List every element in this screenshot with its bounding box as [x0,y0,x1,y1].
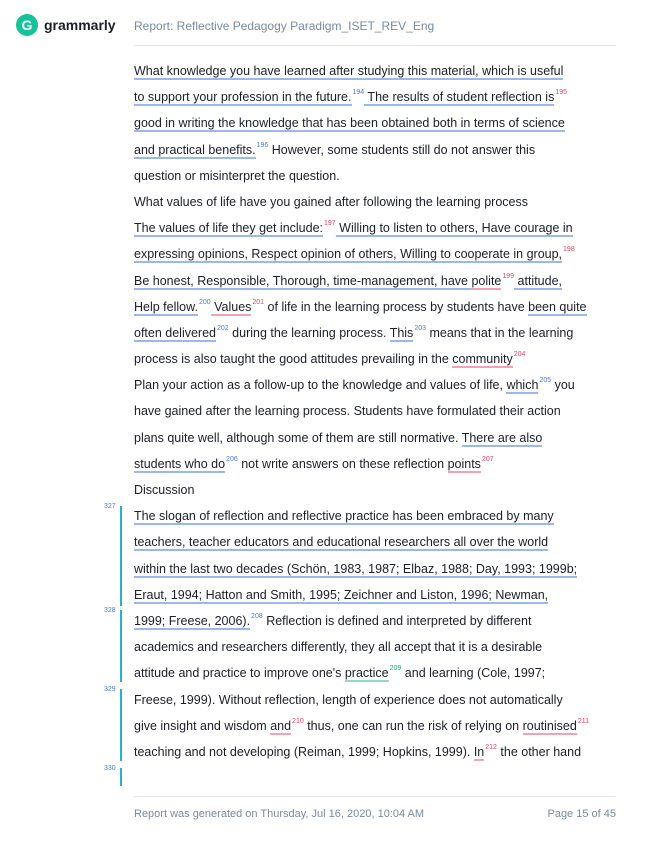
suggestion-marker[interactable]: 211 [577,717,589,725]
brand-name: grammarly [44,17,116,33]
text-line [134,294,604,320]
text-line [134,503,604,529]
flagged-text[interactable]: good in writing the knowledge that has been obtained both in terms of science [134,116,565,131]
paragraph-bar [120,768,122,786]
suggestion-marker[interactable]: 210 [292,717,304,725]
text-line [134,529,604,555]
flagged-text[interactable]: In [473,744,485,759]
suggestion-marker[interactable]: 205 [539,377,552,385]
text-line [134,582,604,608]
flagged-text[interactable]: 1999; Freese, 2006). [134,613,251,628]
flagged-text[interactable]: and practical benefits. [134,142,256,157]
flagged-text[interactable]: The slogan of reflection and reflective practice has been embraced by many [134,509,554,524]
document-body [134,58,604,765]
suggestion-marker[interactable]: 207 [481,455,494,463]
paragraph-number: 328 [104,607,116,614]
flagged-text[interactable]: The values of life they get include: [134,221,324,236]
text-segment: and learning (Cole, 1997; [401,666,546,681]
footer-divider [134,796,616,797]
flagged-text[interactable]: attitude, [514,273,563,288]
suggestion-marker[interactable]: 204 [513,351,526,359]
text-line [134,372,604,398]
report-title: Report: Reflective Pedagogy Paradigm_ISET_REV_Eng [134,19,435,33]
text-line [134,58,604,84]
text-line [134,739,604,765]
suggestion-marker[interactable]: 200 [198,298,211,306]
header-divider [134,45,616,46]
text-segment: What values of life have you gained after following the learning process [134,194,528,209]
paragraph-number: 329 [104,686,116,693]
paragraph-number: 330 [104,765,116,772]
text-line [134,215,604,241]
text-line [134,425,604,451]
suggestion-marker[interactable]: 195 [555,89,568,97]
flagged-text[interactable]: within the last two decades (Schön, 1983, 1987; Elbaz, 1988; Day, 1993; 1999b; [134,561,578,576]
text-segment: Freese, 1999). Without reflection, length of experience does not automatically [134,692,563,707]
flagged-text[interactable]: teachers, teacher educators and educational researchers all over the world [134,535,549,550]
flagged-text[interactable]: practice [344,666,389,681]
flagged-text[interactable]: Willing to listen to others, Have courage in [335,221,573,236]
paragraph-bar [120,610,122,682]
text-segment: have gained after the learning process. Students have formulated their action [134,404,561,419]
text-segment: of life in the learning process by students have [264,299,529,314]
text-segment: give insight and wisdom [134,718,271,733]
text-line [134,110,604,136]
text-line [134,137,604,163]
suggestion-marker[interactable]: 203 [414,324,426,332]
text-line [134,346,604,372]
flagged-text[interactable]: This [389,325,414,340]
suggestion-marker[interactable]: 208 [251,612,263,620]
suggestion-marker[interactable]: 209 [389,665,402,673]
flagged-text[interactable]: students who do [134,456,226,471]
flagged-text[interactable]: been quite [528,299,587,314]
text-line [134,84,604,110]
text-line [134,398,604,424]
flagged-text[interactable]: points [447,456,481,471]
text-line [134,268,604,294]
text-line [134,189,604,215]
text-line [134,713,604,739]
flagged-text[interactable]: expressing opinions, Respect opinion of others, Willing to cooperate in group, [134,247,563,262]
text-line [134,660,604,686]
text-segment: not write answers on these reflection [237,456,448,471]
flagged-text[interactable]: Values [210,299,252,314]
flagged-text[interactable]: polite [471,273,502,288]
grammarly-logo-icon: G [16,14,38,36]
suggestion-marker[interactable]: 196 [256,141,269,149]
suggestion-marker[interactable]: 194 [352,89,365,97]
flagged-text[interactable]: and [270,718,292,733]
suggestion-marker[interactable]: 197 [324,220,336,228]
flagged-text[interactable]: There are also [461,430,543,445]
text-line [134,241,604,267]
text-segment: thus, one can run the risk of relying on [303,718,523,733]
flagged-text[interactable]: which [506,378,539,393]
text-line [134,687,604,713]
text-line [134,163,604,189]
flagged-text[interactable]: to support your profession in the future. [134,90,352,105]
suggestion-marker[interactable]: 202 [217,324,229,332]
text-segment: the other hand [496,744,582,759]
text-segment: Plan your action as a follow-up to the knowledge and values of life, [134,378,507,393]
text-segment: However, some students still do not answer this [268,142,536,157]
flagged-text[interactable]: Help fellow. [134,299,198,314]
flagged-text[interactable]: community [452,352,513,367]
text-segment: Discussion [134,483,195,497]
text-segment: you [551,378,575,393]
text-line [134,634,604,660]
text-segment: academics and researchers differently, they all accept that it is a desirable [134,640,543,655]
suggestion-marker[interactable]: 201 [252,298,265,306]
page-number: Page 15 of 45 [547,808,616,820]
paragraph-number: 327 [104,503,116,510]
text-segment: means that in the learning [426,325,574,340]
suggestion-marker[interactable]: 198 [563,246,575,254]
paragraph-bar [120,689,122,761]
text-segment: process is also taught the good attitudes prevailing in the [134,352,453,367]
grammarly-logo [16,14,116,36]
text-line [134,477,604,503]
flagged-text[interactable]: The results of student reflection is [364,90,555,105]
flagged-text[interactable]: routinised [522,718,577,733]
text-segment: during the learning process. [228,325,390,340]
text-segment: teaching and not developing (Reiman, 1999; Hopkins, 1999). [134,744,474,759]
flagged-text[interactable]: Eraut, 1994; Hatton and Smith, 1995; Zeichner and Liston, 1996; Newman, [134,587,549,602]
text-segment: question or misinterpret the question. [134,168,340,183]
text-line [134,608,604,634]
flagged-text[interactable]: What knowledge you have learned after studying this material, which is useful [134,64,564,78]
suggestion-marker[interactable]: 199 [502,272,515,280]
text-segment: plans quite well, although some of them are still normative. [134,430,462,445]
text-segment: Reflection is defined and interpreted by different [262,613,532,628]
suggestion-marker[interactable]: 212 [485,743,497,751]
text-segment: attitude and practice to improve one's [134,666,345,681]
flagged-text[interactable]: Be honest, Responsible, Thorough, time-management, have [134,273,472,288]
paragraph-bar [120,506,122,606]
report-header [0,0,650,50]
report-generated-text: Report was generated on Thursday, Jul 16, 2020, 10:04 AM [134,808,425,820]
text-line [134,451,604,477]
flagged-text[interactable]: often delivered [134,325,217,340]
suggestion-marker[interactable]: 206 [226,455,238,463]
text-line [134,320,604,346]
text-line [134,556,604,582]
